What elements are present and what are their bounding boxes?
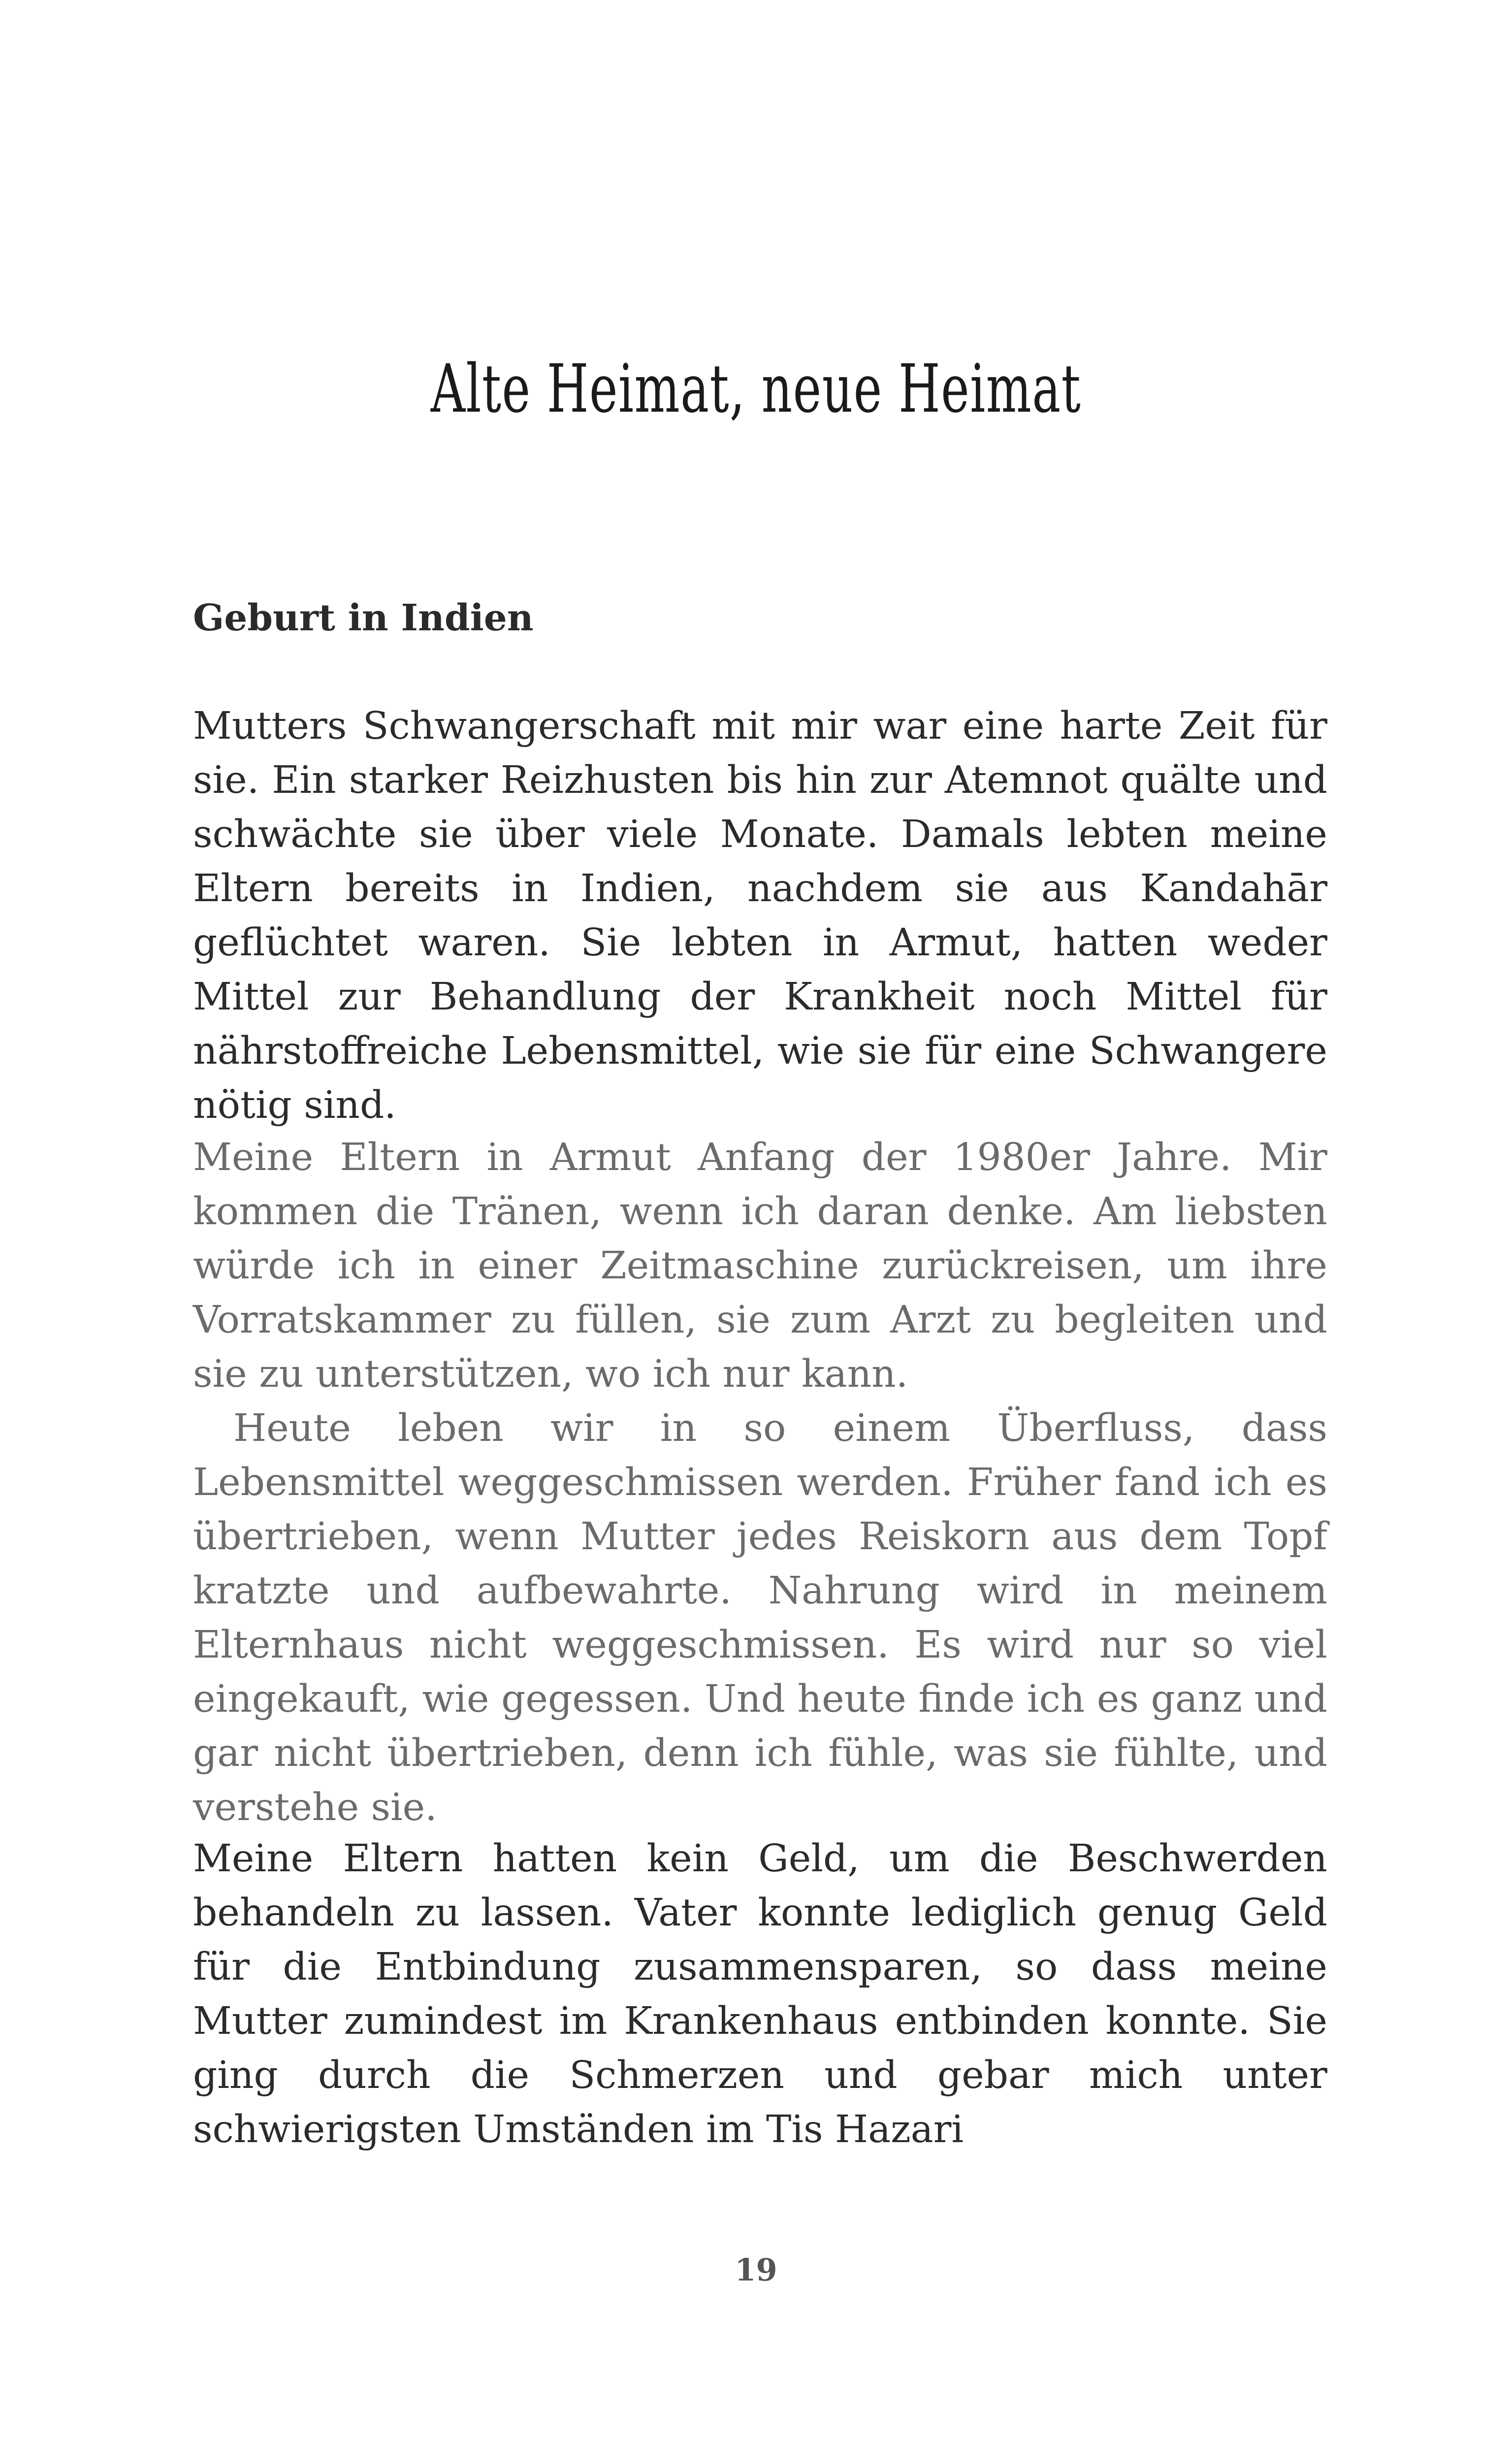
paragraph: Meine Eltern in Armut Anfang der 1980er Jahre. Mir kommen die Tränen, wenn ich daran denke. Am liebsten würde ich in einer Zeitmaschine zurückreisen, um ihre Vorratskammer zu füllen, sie zum Arzt zu begleiten und sie zu unterstützen, wo ich nur kann. — [193, 1136, 1327, 1396]
quote-text-block — [193, 1131, 1327, 1835]
paragraph: Heute leben wir in so einem Überfluss, dass Lebensmittel weggeschmissen werden. Früher fand ich es übertrieben, wenn Mutter jedes Reiskorn aus dem Topf kratzte und aufbewahrte. Nahrung wird in meinem Elternhaus nicht weggeschmissen. Es wird nur so viel eingekauft, wie gegessen. Und heute finde ich es ganz und gar nicht übertrieben, denn ich fühle, was sie fühlte, und verstehe sie. — [193, 1406, 1327, 1829]
body-text-block — [193, 699, 1327, 1133]
paragraph: Mutters Schwangerschaft mit mir war eine harte Zeit für sie. Ein starker Reizhusten bis hin zur Atemnot quälte und schwächte sie über viele Monate. Damals lebten meine Eltern bereits in Indien, nachdem sie aus Kandahār geflüchtet waren. Sie lebten in Armut, hatten weder Mittel zur Behandlung der Krankheit noch Mittel für nährstoffreiche Lebensmittel, wie sie für eine Schwangere nötig sind. — [193, 704, 1327, 1127]
paragraph: Meine Eltern hatten kein Geld, um die Beschwerden behandeln zu lassen. Vater konnte lediglich genug Geld für die Entbindung zusammensparen, so dass meine Mutter zumindest im Krankenhaus entbinden konnte. Sie ging durch die Schmerzen und gebar mich unter schwierigsten Umständen im Tis Hazari — [193, 1837, 1327, 2151]
page-number: 19 — [735, 2252, 777, 2288]
body-text-block — [193, 1832, 1327, 2157]
chapter-title: Alte Heimat, neue Heimat — [430, 350, 1082, 427]
section-heading: Geburt in Indien — [193, 597, 534, 639]
